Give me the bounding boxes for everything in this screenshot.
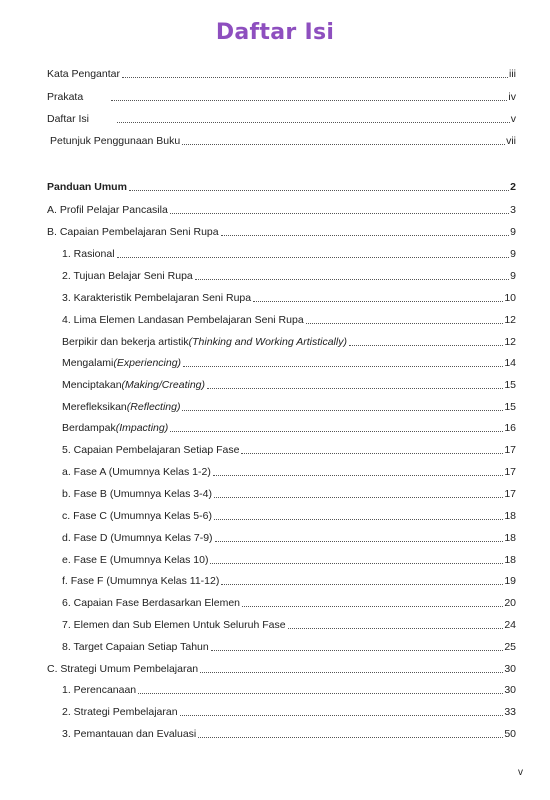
toc-entry-page: 25 [504, 641, 516, 653]
toc-entry[interactable] [62, 401, 516, 414]
toc-entry-label: a. Fase A (Umumnya Kelas 1-2) [62, 466, 211, 478]
toc-entry-label: Berpikir dan bekerja artistik [62, 336, 189, 348]
toc-entry-label: Petunjuk Penggunaan Buku [50, 135, 181, 147]
toc-entry[interactable] [62, 248, 516, 261]
toc-entry-label: f. Fase F (Umumnya Kelas 11-12) [62, 575, 220, 587]
toc-entry[interactable] [47, 113, 516, 126]
toc-entry-label: Mengalami [62, 357, 114, 369]
toc-entry[interactable] [62, 510, 516, 523]
toc-entry-page: 12 [504, 336, 516, 348]
page-title: Daftar Isi [215, 20, 335, 45]
toc-entry-page: 18 [504, 510, 516, 522]
toc-entry-label: Daftar Isi [47, 113, 90, 125]
toc-entry-page: 10 [504, 292, 516, 304]
dot-leader [198, 736, 503, 738]
toc-entry-label: A. Profil Pelajar Pancasila [47, 204, 168, 216]
dot-leader [138, 692, 503, 694]
dot-leader [221, 583, 503, 585]
toc-entry[interactable] [62, 357, 516, 370]
toc-entry-page: v [510, 113, 516, 125]
toc-entry-label: 2. Strategi Pembelajaran [62, 706, 178, 718]
toc-entry-page: 3 [510, 204, 516, 216]
toc-entry-label: 7. Elemen dan Sub Elemen Untuk Seluruh Fase [62, 619, 286, 631]
dot-leader [221, 234, 510, 236]
toc-entry-page: 17 [504, 488, 516, 500]
dot-leader [207, 387, 503, 389]
toc-entry-label: b. Fase B (Umumnya Kelas 3-4) [62, 488, 212, 500]
toc-entry-page: 15 [504, 379, 516, 391]
toc-entry-label: Panduan Umum [47, 181, 127, 193]
toc-entry[interactable] [62, 314, 516, 327]
toc-entry-label: 8. Target Capaian Setiap Tahun [62, 641, 209, 653]
dot-leader [111, 99, 507, 101]
toc-entry-page: 33 [504, 706, 516, 718]
toc-entry[interactable] [62, 292, 516, 305]
page-number: v [518, 767, 523, 778]
toc-entry-label: 6. Capaian Fase Berdasarkan Elemen [62, 597, 241, 609]
toc-entry-page: 9 [510, 248, 516, 260]
toc-entry-label: 4. Lima Elemen Landasan Pembelajaran Seni Rupa [62, 314, 304, 326]
toc-entry-label: Merefleksikan [62, 401, 127, 413]
toc-entry-page: 12 [504, 314, 516, 326]
toc-entry-label: Prakata [47, 91, 84, 103]
toc-entry[interactable] [62, 444, 516, 457]
dot-leader [117, 121, 510, 123]
dot-leader [253, 300, 503, 302]
toc-entry-page: 17 [504, 444, 516, 456]
toc-entry-page: iv [508, 91, 516, 103]
toc-entry[interactable] [62, 706, 516, 719]
dot-leader [215, 540, 504, 542]
toc-entry-page: 9 [510, 226, 516, 238]
dot-leader [214, 496, 503, 498]
toc-entry[interactable] [62, 597, 516, 610]
toc-entry-label: B. Capaian Pembelajaran Seni Rupa [47, 226, 219, 238]
toc-entry[interactable] [62, 270, 516, 283]
toc-entry-label: 1. Rasional [62, 248, 115, 260]
toc-entry-label-italic: (Reflecting) [126, 401, 181, 413]
dot-leader [210, 562, 503, 564]
toc-entry-label-italic: (Thinking and Working Artistically) [188, 336, 347, 348]
toc-entry-page: 18 [504, 532, 516, 544]
toc-entry-label: Menciptakan [62, 379, 122, 391]
dot-leader [182, 143, 505, 145]
toc-entry-label: 2. Tujuan Belajar Seni Rupa [62, 270, 193, 282]
dot-leader [195, 278, 509, 280]
dot-leader [182, 409, 503, 411]
dot-leader [200, 671, 503, 673]
toc-entry-label-italic: (Making/Creating) [121, 379, 205, 391]
toc-entry[interactable] [47, 181, 516, 194]
toc-entry-label: e. Fase E (Umumnya Kelas 10) [62, 554, 209, 566]
dot-leader [214, 518, 503, 520]
toc-entry-page: 9 [510, 270, 516, 282]
toc-entry-page: 19 [504, 575, 516, 587]
dot-leader [183, 365, 503, 367]
toc-entry-label: 1. Perencanaan [62, 684, 137, 696]
toc-entry-page: 30 [504, 684, 516, 696]
toc-entry-page: 30 [504, 663, 516, 675]
toc-entry[interactable] [47, 204, 516, 217]
toc-entry[interactable] [62, 422, 516, 435]
toc-entry-label: C. Strategi Umum Pembelajaran [47, 663, 199, 675]
toc-entry-label: 5. Capaian Pembelajaran Setiap Fase [62, 444, 240, 456]
toc-entry-page: 18 [504, 554, 516, 566]
toc-entry[interactable] [62, 466, 516, 479]
toc-entry-label: 3. Karakteristik Pembelajaran Seni Rupa [62, 292, 252, 304]
toc-entry-page: 50 [504, 728, 516, 740]
dot-leader [288, 627, 504, 629]
toc-entry-label: d. Fase D (Umumnya Kelas 7-9) [62, 532, 213, 544]
toc-entry-label: 3. Pemantauan dan Evaluasi [62, 728, 197, 740]
toc-entry[interactable] [62, 554, 516, 567]
toc-entry[interactable] [62, 684, 516, 697]
dot-leader [213, 474, 504, 476]
toc-entry-page: vii [506, 135, 516, 147]
dot-leader [242, 605, 503, 607]
toc-entry-label: Berdampak [62, 422, 116, 434]
toc-entry-page: 24 [504, 619, 516, 631]
toc-entry[interactable] [50, 135, 516, 148]
toc-entry[interactable] [47, 226, 516, 239]
dot-leader [122, 76, 508, 78]
toc-entry-page: 16 [504, 422, 516, 434]
dot-leader [180, 714, 504, 716]
toc-entry[interactable] [62, 728, 516, 741]
toc-entry[interactable] [47, 91, 516, 104]
toc-entry[interactable] [62, 532, 516, 545]
dot-leader [117, 256, 510, 258]
toc-entry[interactable] [47, 68, 516, 81]
dot-leader [129, 189, 509, 191]
toc-entry-label-italic: (Experiencing) [113, 357, 182, 369]
toc-entry-page: 17 [504, 466, 516, 478]
dot-leader [241, 452, 503, 454]
toc-entry[interactable] [62, 641, 516, 654]
toc-entry-label-italic: (Impacting) [115, 422, 169, 434]
dot-leader [349, 344, 503, 346]
toc-entry[interactable] [62, 336, 516, 349]
toc-entry[interactable] [62, 619, 516, 632]
toc-entry-page: 2 [510, 181, 516, 193]
dot-leader [306, 322, 504, 324]
dot-leader [170, 212, 509, 214]
toc-entry[interactable] [47, 663, 516, 676]
toc-entry[interactable] [62, 488, 516, 501]
toc-entry[interactable] [62, 575, 516, 588]
toc-entry-page: 14 [504, 357, 516, 369]
toc-entry-page: 20 [504, 597, 516, 609]
toc-entry[interactable] [62, 379, 516, 392]
toc-entry-label: Kata Pengantar [47, 68, 120, 80]
toc-entry-label: c. Fase C (Umumnya Kelas 5-6) [62, 510, 212, 522]
dot-leader [170, 430, 503, 432]
toc-entry-page: iii [509, 68, 516, 80]
toc-entry-page: 15 [504, 401, 516, 413]
dot-leader [211, 649, 504, 651]
